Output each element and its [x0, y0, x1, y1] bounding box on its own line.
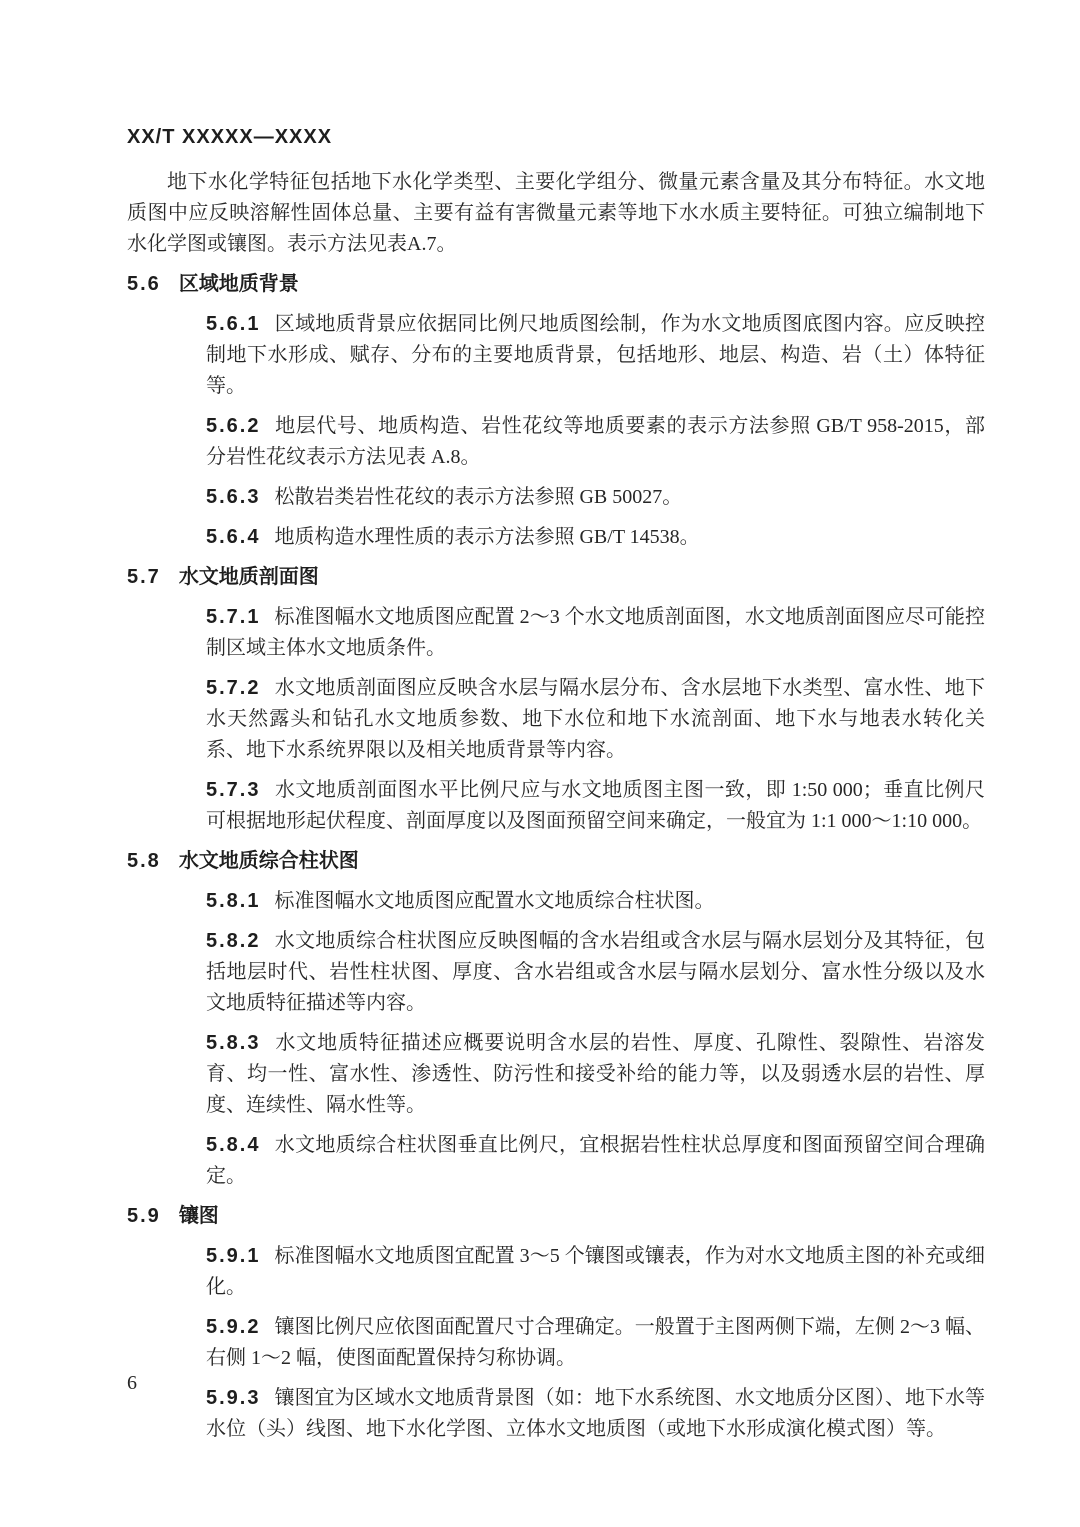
clause-text: 镶图比例尺应依图面配置尺寸合理确定。一般置于主图两侧下端，左侧 2～3 幅、右侧 1～2 幅，使图面配置保持匀称协调。 [206, 1316, 985, 1369]
clause-number: 5.9.3 [206, 1387, 261, 1409]
section-number: 5.8 [127, 850, 161, 872]
clause-paragraph [206, 411, 985, 473]
clause-number: 5.7.2 [206, 677, 261, 699]
clause-number: 5.7.1 [206, 606, 261, 628]
clause-paragraph [206, 1312, 985, 1374]
clause-text: 水文地质剖面图水平比例尺应与水文地质图主图一致，即 1:50 000；垂直比例尺可根据地形起伏程度、剖面厚度以及图面预留空间来确定，一般宜为 1:1 000～1:10 000。 [206, 779, 985, 832]
intro-paragraph: 地下水化学特征包括地下水化学类型、主要化学组分、微量元素含量及其分布特征。水文地质图中应反映溶解性固体总量、主要有益有害微量元素等地下水水质主要特征。可独立编制地下水化学图或镶图。表示方法见表A.7。 [127, 171, 985, 255]
clause-number: 5.8.1 [206, 890, 261, 912]
clause-number: 5.6.3 [206, 486, 261, 508]
section-heading [127, 269, 985, 300]
clause-paragraph [206, 309, 985, 402]
clause-paragraph [206, 926, 985, 1019]
section-inset-maps [127, 1201, 985, 1445]
clause-paragraph [206, 1241, 985, 1303]
clause-text: 水文地质综合柱状图垂直比例尺，宜根据岩性柱状总厚度和图面预留空间合理确定。 [206, 1134, 985, 1187]
section-number: 5.9 [127, 1205, 161, 1227]
section-heading [127, 846, 985, 877]
clause-number: 5.6.1 [206, 313, 261, 335]
clause-text: 地层代号、地质构造、岩性花纹等地质要素的表示方法参照 GB/T 958-2015，部分岩性花纹表示方法见表 A.8。 [206, 415, 985, 468]
section-number: 5.7 [127, 566, 161, 588]
section-comprehensive-column-diagram [127, 846, 985, 1192]
section-heading [127, 1201, 985, 1232]
clause-text: 地质构造水理性质的表示方法参照 GB/T 14538。 [274, 526, 700, 548]
clause-paragraph [206, 886, 985, 917]
clause-text: 标准图幅水文地质图应配置水文地质综合柱状图。 [274, 890, 715, 912]
clause-number: 5.8.4 [206, 1134, 261, 1156]
clause-paragraph [206, 602, 985, 664]
document-body [127, 167, 985, 1454]
section-number: 5.6 [127, 273, 161, 295]
clause-number: 5.9.1 [206, 1245, 261, 1267]
clause-paragraph [206, 522, 985, 553]
section-heading [127, 562, 985, 593]
clause-text: 区域地质背景应依据同比例尺地质图绘制，作为水文地质图底图内容。应反映控制地下水形成、赋存、分布的主要地质背景，包括地形、地层、构造、岩（土）体特征等。 [206, 313, 985, 397]
clause-paragraph [206, 1028, 985, 1121]
clause-paragraph [206, 673, 985, 766]
clause-paragraph [206, 1130, 985, 1192]
clause-number: 5.6.4 [206, 526, 261, 548]
section-title: 区域地质背景 [178, 273, 299, 295]
section-title: 水文地质综合柱状图 [178, 850, 359, 872]
clause-text: 松散岩类岩性花纹的表示方法参照 GB 50027。 [274, 486, 683, 508]
clause-text: 水文地质剖面图应反映含水层与隔水层分布、含水层地下水类型、富水性、地下水天然露头和钻孔水文地质参数、地下水位和地下水流剖面、地下水与地表水转化关系、地下水系统界限以及相关地质背景等内容。 [206, 677, 985, 761]
clause-text: 水文地质特征描述应概要说明含水层的岩性、厚度、孔隙性、裂隙性、岩溶发育、均一性、富水性、渗透性、防污性和接受补给的能力等，以及弱透水层的岩性、厚度、连续性、隔水性等。 [206, 1032, 985, 1116]
standard-number-header: XX/T XXXXX—XXXX [127, 126, 333, 148]
clause-text: 标准图幅水文地质图应配置 2～3 个水文地质剖面图，水文地质剖面图应尽可能控制区域主体水文地质条件。 [206, 606, 985, 659]
section-hydrogeological-profile [127, 562, 985, 837]
section-title: 水文地质剖面图 [178, 566, 319, 588]
section-title: 镶图 [178, 1205, 219, 1227]
clause-number: 5.6.2 [206, 415, 261, 437]
page-number: 6 [127, 1372, 137, 1394]
clause-text: 镶图宜为区域水文地质背景图（如：地下水系统图、水文地质分区图）、地下水等水位（头）线图、地下水化学图、立体水文地质图（或地下水形成演化模式图）等。 [206, 1387, 985, 1440]
clause-paragraph [206, 1383, 985, 1445]
section-regional-geology-background [127, 269, 985, 553]
clause-text: 标准图幅水文地质图宜配置 3～5 个镶图或镶表，作为对水文地质主图的补充或细化。 [206, 1245, 985, 1298]
clause-text: 水文地质综合柱状图应反映图幅的含水岩组或含水层与隔水层划分及其特征，包括地层时代、岩性柱状图、厚度、含水岩组或含水层与隔水层划分、富水性分级以及水文地质特征描述等内容。 [206, 930, 985, 1014]
clause-number: 5.8.2 [206, 930, 261, 952]
clause-paragraph [206, 482, 985, 513]
clause-paragraph [206, 775, 985, 837]
clause-number: 5.8.3 [206, 1032, 261, 1054]
clause-number: 5.9.2 [206, 1316, 261, 1338]
clause-number: 5.7.3 [206, 779, 261, 801]
